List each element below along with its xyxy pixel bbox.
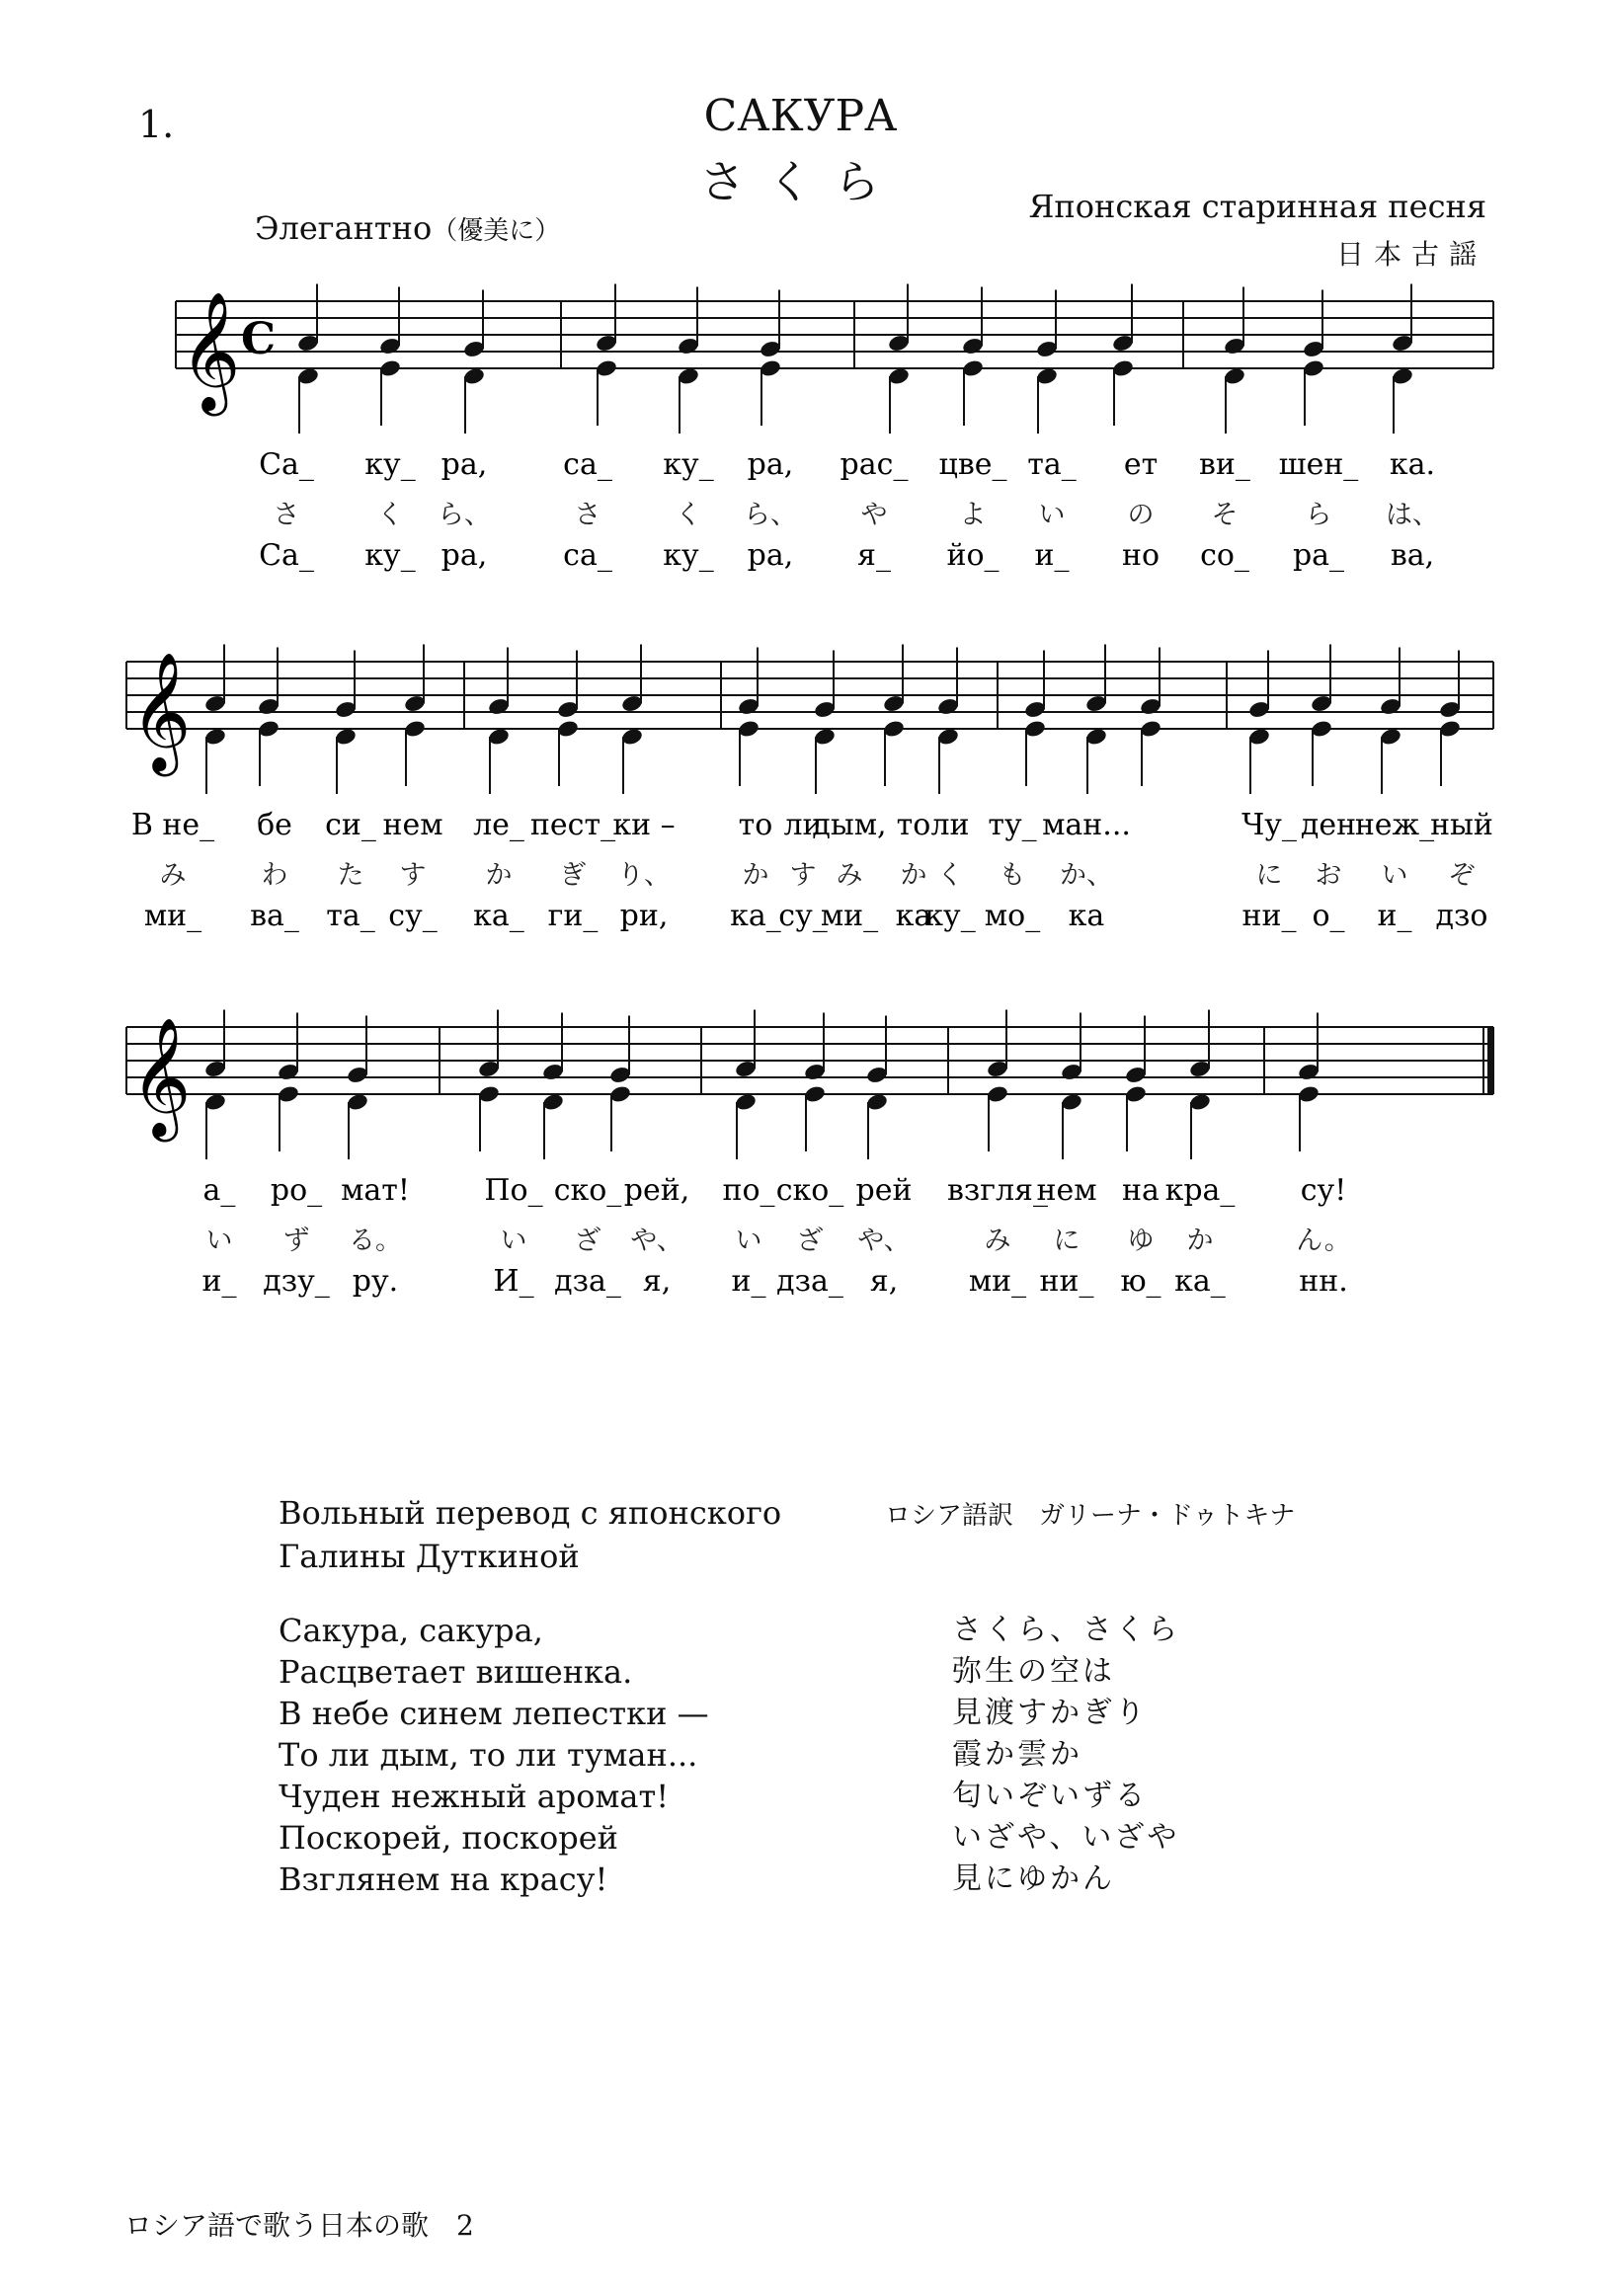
lyric-romanized: дзо: [1435, 899, 1488, 933]
poem-line-jp: いざや、いざや: [952, 1820, 1180, 1855]
lyric-japanese: ゆ: [1127, 1226, 1155, 1256]
lyric-romanized: ми_: [968, 1264, 1027, 1299]
lyric-russian: по_: [722, 1173, 775, 1208]
treble-clef-icon: 𝄞: [130, 651, 192, 771]
lyric-russian: ман...: [1042, 808, 1131, 842]
song-title-japanese: さくら: [699, 155, 902, 208]
lyric-japanese: い: [1038, 500, 1066, 530]
lyric-japanese: い: [500, 1226, 527, 1256]
lyric-japanese: み: [159, 860, 187, 891]
lyric-russian: рей: [855, 1173, 913, 1208]
lyric-romanized: ми_: [820, 899, 879, 933]
lyric-romanized: ни_: [1241, 899, 1297, 933]
lyric-japanese: に: [1053, 1226, 1081, 1256]
lyric-japanese: す: [399, 860, 427, 891]
lyric-russian: то: [896, 808, 931, 842]
lyric-russian: цве_: [938, 447, 1007, 482]
lyric-russian: ки –: [612, 808, 676, 842]
poem-line-jp: 見渡すかぎり: [952, 1696, 1148, 1730]
lyric-japanese: ら: [1305, 500, 1332, 530]
lyric-russian: кра_: [1164, 1173, 1236, 1208]
lyric-russian: взгля_: [947, 1173, 1048, 1208]
lyric-romanized: ку_: [924, 899, 976, 933]
lyric-romanized: но: [1121, 538, 1161, 573]
poem-line: Поскорей, поскорей: [279, 1819, 618, 1857]
lyric-romanized: и_: [1034, 538, 1070, 573]
lyric-russian: то: [738, 808, 773, 842]
lyric-japanese: の: [1127, 500, 1155, 530]
lyric-japanese: や: [860, 500, 888, 530]
treble-clef-icon: 𝄞: [130, 1016, 192, 1137]
lyric-romanized: ку_: [364, 538, 416, 573]
song-number: 1.: [138, 103, 175, 146]
music-system-2: [0, 612, 1601, 938]
time-signature: C: [241, 314, 277, 364]
lyric-russian: ет: [1123, 447, 1159, 482]
poem-line-jp: 弥生の空は: [952, 1654, 1115, 1689]
lyric-romanized: су_: [388, 899, 438, 933]
translation-credit: Вольный перевод с японского Галины Дуткиной: [279, 1494, 782, 1575]
lyric-romanized: и_: [201, 1264, 237, 1299]
lyric-romanized: ка_: [1174, 1264, 1226, 1299]
lyric-romanized: ка: [895, 899, 932, 933]
lyric-russian: си_: [325, 808, 376, 842]
song-origin: Японская старинная песня: [1028, 188, 1486, 225]
lyric-japanese: か、: [1060, 860, 1113, 891]
lyric-russian: ту_: [988, 808, 1037, 842]
lyric-russian: са_: [563, 447, 612, 482]
lyric-romanized: ни_: [1039, 1264, 1094, 1299]
lyric-romanized: ка_: [473, 899, 524, 933]
lyric-japanese: わ: [261, 860, 288, 891]
lyric-russian: рей,: [623, 1173, 690, 1208]
lyric-japanese: く: [936, 860, 964, 891]
lyric-japanese: に: [1255, 860, 1283, 891]
lyric-russian: ку_: [663, 447, 714, 482]
lyric-russian: ро_: [270, 1173, 323, 1208]
lyric-russian: на: [1122, 1173, 1160, 1208]
lyric-japanese: お: [1315, 860, 1342, 891]
lyric-japanese: よ: [959, 500, 987, 530]
lyric-russian: ле_: [473, 808, 524, 842]
lyric-romanized: дза_: [554, 1264, 621, 1299]
translation-credit-japanese: ロシア語訳 ガリーナ・ドゥトキナ: [885, 1501, 1296, 1531]
lyric-romanized: И_: [493, 1264, 534, 1299]
lyric-japanese: ら、: [438, 500, 491, 530]
lyric-romanized: ра_: [1292, 538, 1345, 573]
lyric-russian: Са_: [259, 447, 314, 482]
lyric-russian: ка.: [1389, 447, 1436, 482]
lyric-japanese: い: [1381, 860, 1408, 891]
lyric-romanized: ги_: [547, 899, 599, 933]
tempo-marking: [255, 209, 560, 247]
poem-line: Чуден нежный аромат!: [279, 1778, 670, 1815]
lyric-russian: бе: [257, 808, 292, 842]
tempo-text: Элегантно: [255, 209, 433, 247]
page-footer: ロシア語で歌う日本の歌 2: [124, 2209, 474, 2242]
lyric-russian: Чу_: [1241, 808, 1297, 842]
lyric-japanese: や、: [630, 1226, 683, 1256]
lyric-japanese: か: [742, 860, 769, 891]
lyric-russian: та_: [1027, 447, 1077, 482]
poem-line: То ли дым, то ли туман...: [279, 1736, 698, 1774]
lyric-russian: дым,: [812, 808, 887, 842]
music-system-3: [0, 978, 1601, 1304]
lyric-romanized: дзу_: [263, 1264, 330, 1299]
lyric-romanized: та_: [326, 899, 375, 933]
lyric-japanese: み: [836, 860, 863, 891]
lyric-russian: а_: [202, 1173, 236, 1208]
lyric-romanized: о_: [1312, 899, 1345, 933]
lyric-russian: ско_: [553, 1173, 622, 1208]
lyric-japanese: く: [675, 500, 702, 530]
lyric-russian: мат!: [341, 1173, 410, 1208]
lyric-russian: су!: [1300, 1173, 1347, 1208]
poem-line: Сакура, сакура,: [279, 1612, 543, 1649]
lyric-japanese: さ: [574, 500, 601, 530]
lyric-japanese: そ: [1211, 500, 1239, 530]
lyric-romanized: ка_: [730, 899, 781, 933]
lyric-russian: нем: [1036, 1173, 1097, 1208]
lyric-japanese: や、: [857, 1226, 911, 1256]
lyric-japanese: も: [999, 860, 1026, 891]
lyric-romanized: ри,: [619, 899, 669, 933]
lyric-japanese: い: [205, 1226, 233, 1256]
lyric-russian: ли: [930, 808, 970, 842]
lyric-romanized: Са_: [259, 538, 314, 573]
lyric-japanese: か: [1186, 1226, 1214, 1256]
lyric-japanese: く: [376, 500, 404, 530]
lyric-romanized: ру.: [352, 1264, 399, 1299]
lyric-russian: ку_: [364, 447, 416, 482]
lyric-russian: По_: [484, 1173, 543, 1208]
poem-line-jp: さくら、さくら: [952, 1613, 1180, 1647]
lyric-romanized: дза_: [776, 1264, 843, 1299]
lyric-romanized: ра,: [747, 538, 794, 573]
poem-line-jp: 匂いぞいずる: [952, 1779, 1148, 1813]
lyric-russian: ско_: [775, 1173, 844, 1208]
music-system-1: [0, 252, 1601, 578]
poem-line: Взглянем на красу!: [279, 1861, 608, 1898]
final-bar-thick: [1487, 1027, 1494, 1094]
lyric-romanized: ку_: [663, 538, 714, 573]
lyric-japanese: ら、: [744, 500, 797, 530]
lyric-romanized: ми_: [143, 899, 202, 933]
song-title: САКУРА: [703, 91, 898, 141]
lyric-romanized: я_: [857, 538, 891, 573]
lyric-japanese: い: [735, 1226, 762, 1256]
song-origin-japanese: 日本古謡: [1335, 238, 1486, 271]
lyric-russian: неж_: [1354, 808, 1435, 842]
lyric-romanized: мо_: [984, 899, 1041, 933]
lyric-japanese: か: [900, 860, 927, 891]
lyric-japanese: は、: [1386, 500, 1439, 530]
lyric-romanized: су_: [778, 899, 828, 933]
lyric-japanese: ざ: [796, 1226, 824, 1256]
lyric-russian: шен_: [1278, 447, 1359, 482]
lyric-romanized: са_: [563, 538, 612, 573]
lyric-russian: пест_: [529, 808, 616, 842]
lyric-romanized: йо_: [946, 538, 1000, 573]
lyric-russian: В не_: [130, 808, 215, 842]
poem-russian: [279, 1610, 709, 1900]
lyric-russian: ный: [1430, 808, 1493, 842]
lyric-japanese: た: [337, 860, 364, 891]
lyric-romanized: со_: [1200, 538, 1249, 573]
lyric-japanese: す: [789, 860, 817, 891]
lyric-japanese: ぞ: [1448, 860, 1476, 891]
lyric-russian: нем: [382, 808, 443, 842]
lyric-romanized: ва_: [250, 899, 299, 933]
lyric-romanized: ва,: [1390, 538, 1435, 573]
lyric-russian: ви_: [1199, 447, 1250, 482]
treble-clef-icon: 𝄞: [180, 290, 241, 411]
lyric-japanese: み: [984, 1226, 1011, 1256]
lyric-russian: ли: [783, 808, 823, 842]
lyric-japanese: か: [485, 860, 513, 891]
lyric-japanese: ざ: [574, 1226, 601, 1256]
lyric-romanized: ка: [1068, 899, 1105, 933]
lyric-japanese: さ: [273, 500, 300, 530]
lyric-romanized: нн.: [1299, 1264, 1348, 1299]
lyric-russian: ра,: [747, 447, 794, 482]
lyric-romanized: ю_: [1120, 1264, 1161, 1299]
lyric-japanese: ず: [282, 1226, 310, 1256]
lyric-japanese: ぎ: [559, 860, 587, 891]
lyric-russian: рас_: [840, 447, 909, 482]
poem-line: В небе синем лепестки —: [279, 1695, 709, 1732]
poem-japanese: [952, 1610, 1180, 1900]
lyric-romanized: я,: [642, 1264, 672, 1299]
lyric-romanized: и_: [731, 1264, 766, 1299]
lyric-romanized: ра,: [440, 538, 488, 573]
lyric-russian: ден: [1300, 808, 1357, 842]
poem-line-jp: 霞か雲か: [952, 1737, 1082, 1772]
lyric-japanese: り、: [617, 860, 671, 891]
lyric-russian: ра,: [440, 447, 488, 482]
lyric-romanized: и_: [1377, 899, 1412, 933]
poem-line-jp: 見にゆかん: [952, 1861, 1115, 1896]
lyric-romanized: я,: [869, 1264, 899, 1299]
poem-line: Расцветает вишенка.: [279, 1653, 633, 1691]
lyric-japanese: る。: [349, 1226, 402, 1256]
tempo-text-japanese: （優美に）: [432, 216, 561, 246]
lyric-japanese: ん。: [1296, 1226, 1351, 1256]
